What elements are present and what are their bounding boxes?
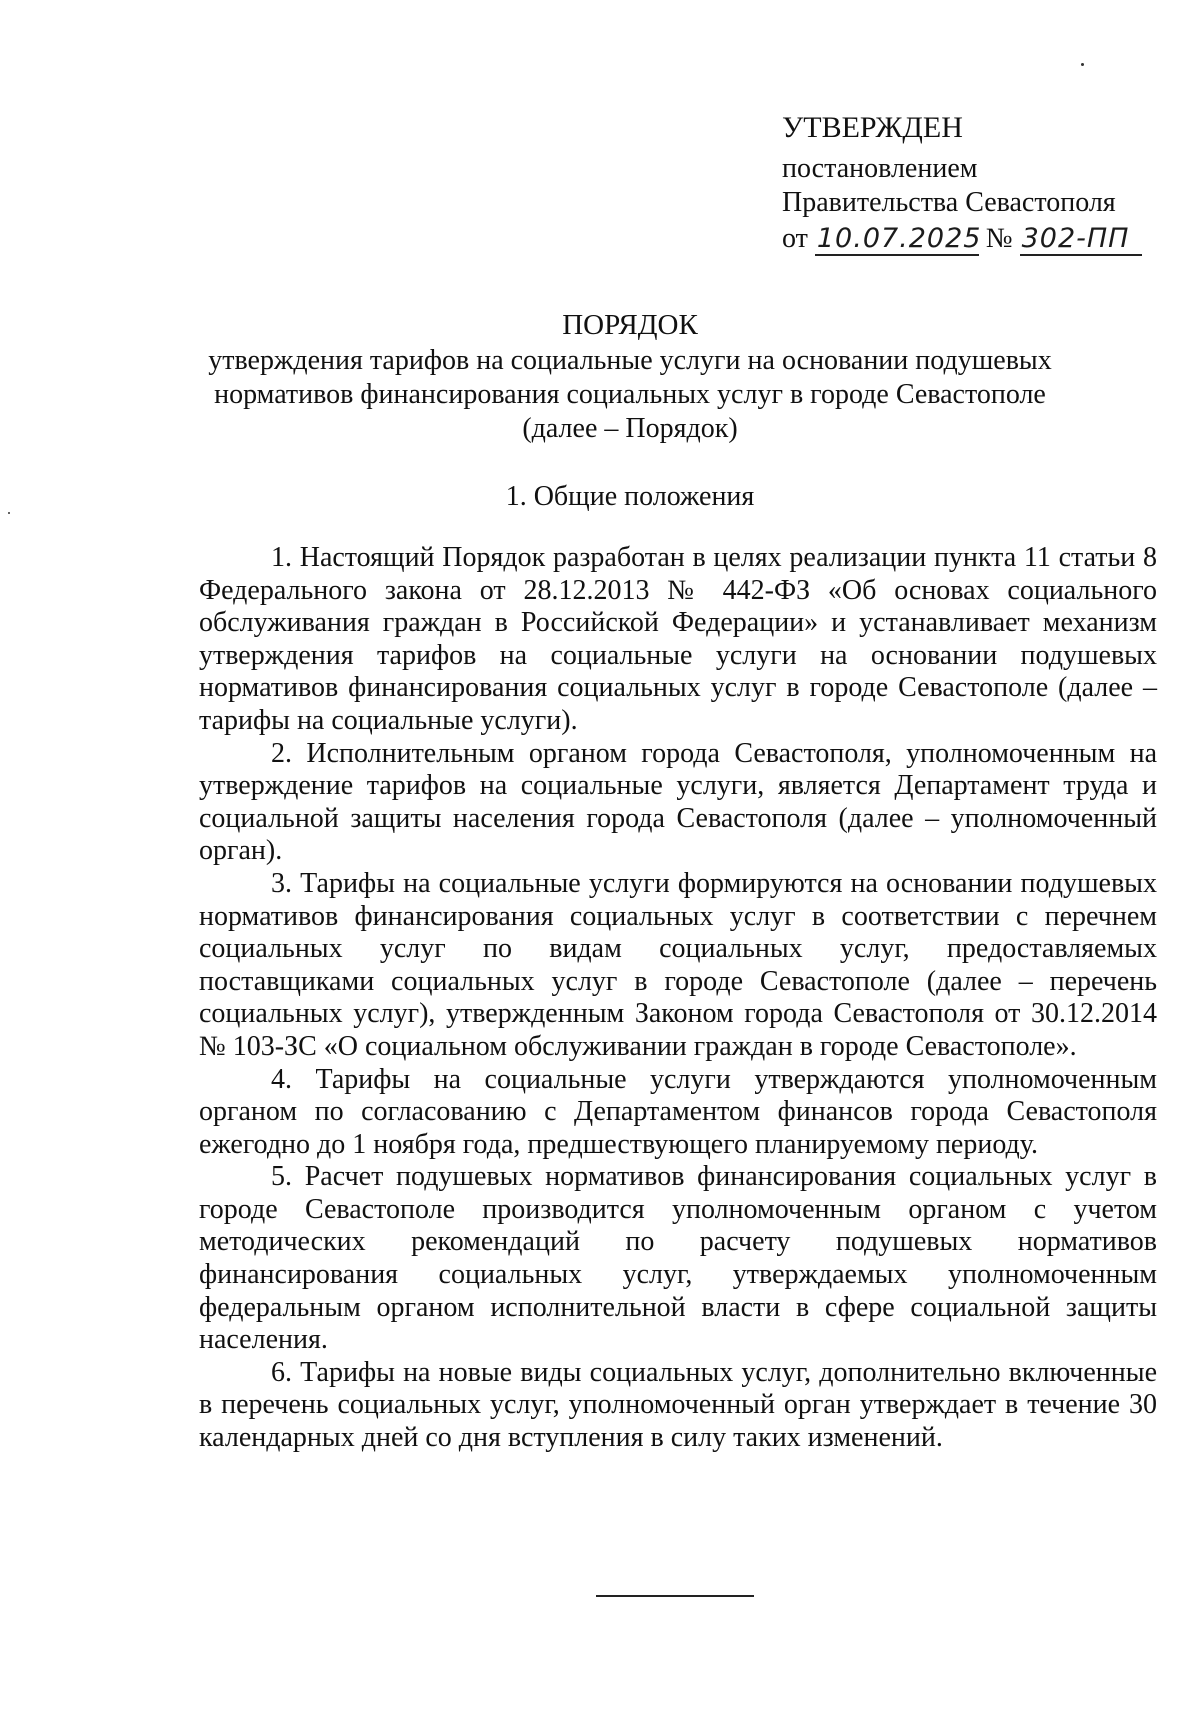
document-title: ПОРЯДОК bbox=[562, 309, 698, 341]
handwritten-number: 302-ПП bbox=[1020, 224, 1142, 256]
handwritten-date: 10.07.2025 bbox=[816, 223, 982, 254]
document-body bbox=[199, 542, 1157, 1455]
document-subtitle-line-3: (далее – Порядок) bbox=[522, 413, 738, 444]
paragraph-2: 2. Исполнительным органом города Севастополя, уполномоченным на утверждение тарифов на социальные услуги, является Департамент труда и социальной защиты населения города Севастополя (далее – уполномоченный орган). bbox=[199, 737, 1157, 867]
date-prefix: от bbox=[782, 223, 808, 254]
approval-stamp-block bbox=[782, 108, 1182, 256]
paragraph-5: 5. Расчет подушевых нормативов финансирования социальных услуг в городе Севастополе производится уполномоченным органом с учетом методических рекомендаций по расчету подушевых нормативов финансирования социальных услуг, утверждаемых уполномоченным федеральным органом исполнительной власти в сфере социальной защиты населения. bbox=[199, 1161, 1157, 1356]
document-subtitle-line-1: утверждения тарифов на социальные услуги на основании подушевых bbox=[208, 345, 1052, 376]
paragraph-1: 1. Настоящий Порядок разработан в целях реализации пункта 11 статьи 8 Федерального закона от 28.12.2013 № 442-ФЗ «Об основах социального обслуживания граждан в Российской Федерации» и устанавливает механизм утверждения тарифов на социальные услуги на основании подушевых нормативов финансирования социальных услуг в городе Севастополе (далее – тарифы на социальные услуги). bbox=[199, 542, 1157, 736]
paragraph-3: 3. Тарифы на социальные услуги формируются на основании подушевых нормативов финансирования социальных услуг в соответствии с перечнем социальных услуг по видам социальных услуг, предоставляемых поставщиками социальных услуг в городе Севастополе (далее – перечень социальных услуг), утвержденным Законом города Севастополя от 30.12.2014 № 103-ЗС «О социальном обслуживании граждан в городе Севастополе». bbox=[199, 867, 1157, 1062]
approval-line-government: Правительства Севастополя bbox=[782, 187, 1116, 218]
paragraph-4: 4. Тарифы на социальные услуги утверждаются уполномоченным органом по согласованию с Департаментом финансов города Севастополя ежегодно до 1 ноября года, предшествующего планируемому периоду. bbox=[199, 1063, 1157, 1160]
approval-line-resolution: постановлением bbox=[782, 153, 978, 184]
number-prefix: № bbox=[985, 223, 1013, 254]
approval-date-line bbox=[782, 222, 1182, 256]
document-title-block bbox=[190, 308, 1070, 446]
scan-speck bbox=[1081, 63, 1084, 66]
end-of-document-rule bbox=[596, 1595, 754, 1597]
section-title: 1. Общие положения bbox=[505, 481, 755, 512]
approval-heading: УТВЕРЖДЕН bbox=[782, 111, 963, 144]
document-subtitle-line-2: нормативов финансирования социальных услуг в городе Севастополе bbox=[214, 379, 1046, 410]
paragraph-6: 6. Тарифы на новые виды социальных услуг, дополнительно включенные в перечень социальных услуг, уполномоченный орган утверждает в течение 30 календарных дней со дня вступления в силу таких изменений. bbox=[199, 1356, 1157, 1454]
scan-speck bbox=[8, 512, 10, 514]
